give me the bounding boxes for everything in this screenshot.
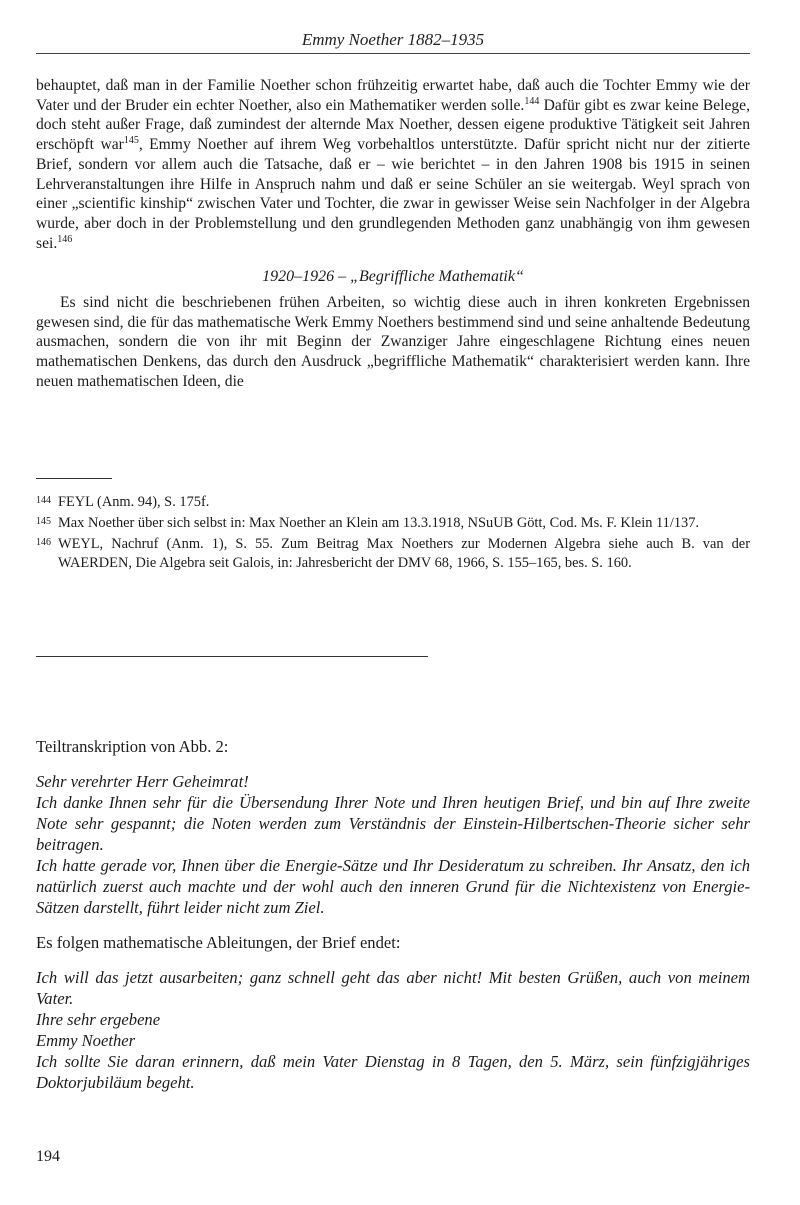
footnote-text: WEYL, Nachruf (Anm. 1), S. 55. Zum Beitrag Max Noethers zur Modernen Algebra siehe auch B. van der WAERDEN, Die Algebra seit Galois, in: Jahresbericht der DMV 68, 1966, S. 155–165, bes. S. 160. [58, 536, 750, 571]
header-rule [36, 53, 750, 54]
running-head: Emmy Noether 1882–1935 [301, 30, 485, 49]
footnote-145 [36, 514, 750, 533]
paragraph-2: Es sind nicht die beschriebenen frühen Arbeiten, so wichtig diese auch in ihren konkreten Ergebnissen gewesen sind, die für das mathematische Werk Emmy Noethers bestimmend sind und seine anhaltende Bedeutung ausmachen, sondern die von ihr mit Beginn der Zwanziger Jahre eingeschlagene Richtung eines neuen mathematischen Denkens, das durch den Ausdruck „begriffliche Mathematik“ charakterisiert werden kann. Ihre neuen mathematischen Ideen, die [36, 294, 750, 390]
letter-closing: Ich will das jetzt ausarbeiten; ganz schnell geht das aber nicht! Mit besten Grüßen, auch von meinem Vater. [36, 968, 750, 1008]
paragraph-1-part-b: Dafür gibt es zwar keine Belege, doch steht außer Frage, daß zumindest der alternde Max Noether, dessen eigene produktive Tätigkeit seit Jahren erschöpft war [36, 96, 750, 154]
page-number: 194 [36, 1148, 60, 1165]
letter-postscript: Ich sollte Sie daran erinnern, daß mein Vater Dienstag in 8 Tagen, den 5. März, sein fünfzigjähriges Doktorjubiläum begeht. [36, 1052, 750, 1092]
footnote-146 [36, 535, 750, 573]
letter-signature-line-1: Ihre sehr ergebene [36, 1010, 161, 1029]
letter-salutation: Sehr verehrter Herr Geheimrat! [36, 772, 249, 791]
letter-paragraph-1: Ich danke Ihnen sehr für die Übersendung Ihrer Note und Ihren heutigen Brief, und bin auf Ihre zweite Note sehr gespannt; die Noten werden zum Verständnis der Einstein-Hilbertschen-Theorie sicher sehr beitragen. [36, 793, 750, 854]
footnotes [36, 493, 750, 575]
footnote-number: 144 [36, 495, 51, 506]
paragraph-1-part-c: , Emmy Noether auf ihrem Weg vorbehaltlos unterstützte. Dafür spricht nicht nur der zitierte Brief, sondern vor allem auch die Tatsache, daß er – wie berichtet – in den Jahren 1908 bis 1915 in seinen Lehrveranstaltungen ihre Hilfe in Anspruch nahm und daß er seine Schüler an sie weitergab. Weyl sprach von einer „scientific kinship“ zwischen Vater und Tochter, die zwar in gewisser Weise sein Nachfolger in der Algebra wurde, aber doch in der Problemstellung und den grundlegenden Methoden ganz unabhängig von ihm gewesen sei. [36, 136, 750, 252]
footnote-ref-146: 146 [57, 233, 73, 245]
transcript-block [36, 736, 750, 1093]
footnote-number: 145 [36, 516, 51, 527]
paragraph-1 [36, 76, 750, 253]
footnote-text: FEYL (Anm. 94), S. 175f. [58, 494, 210, 510]
footnote-rule [36, 478, 112, 479]
footnote-number: 146 [36, 537, 51, 548]
transcript-heading: Teiltranskription von Abb. 2: [36, 737, 229, 756]
letter-paragraph-2: Ich hatte gerade vor, Ihnen über die Energie-Sätze und Ihr Desideratum zu schreiben. Ihr Ansatz, den ich natürlich zuerst auch machte und der wohl auch den inneren Grund für die Nichtexistenz von Energie-Sätzen darstellt, führt leider nicht zum Ziel. [36, 856, 750, 917]
footnote-ref-144: 144 [524, 95, 540, 107]
section-heading: 1920–1926 – „Begriffliche Mathematik“ [262, 268, 524, 286]
footnote-ref-145: 145 [123, 135, 139, 147]
section-divider-rule [36, 656, 428, 657]
footnote-144 [36, 493, 750, 512]
paragraph-1-part-a: behauptet, daß man in der Familie Noether schon frühzeitig erwartet habe, daß auch die Tochter Emmy wie der Vater und der Bruder ein echter Noether, also ein Mathematiker werden solle. [36, 77, 750, 114]
transcript-bridge-text: Es folgen mathematische Ableitungen, der Brief endet: [36, 933, 401, 952]
letter-signature-name: Emmy Noether [36, 1031, 136, 1050]
footnote-text: Max Noether über sich selbst in: Max Noether an Klein am 13.3.1918, NSuUB Gött, Cod. Ms. F. Klein 11/137. [58, 515, 700, 531]
main-text [36, 76, 750, 392]
